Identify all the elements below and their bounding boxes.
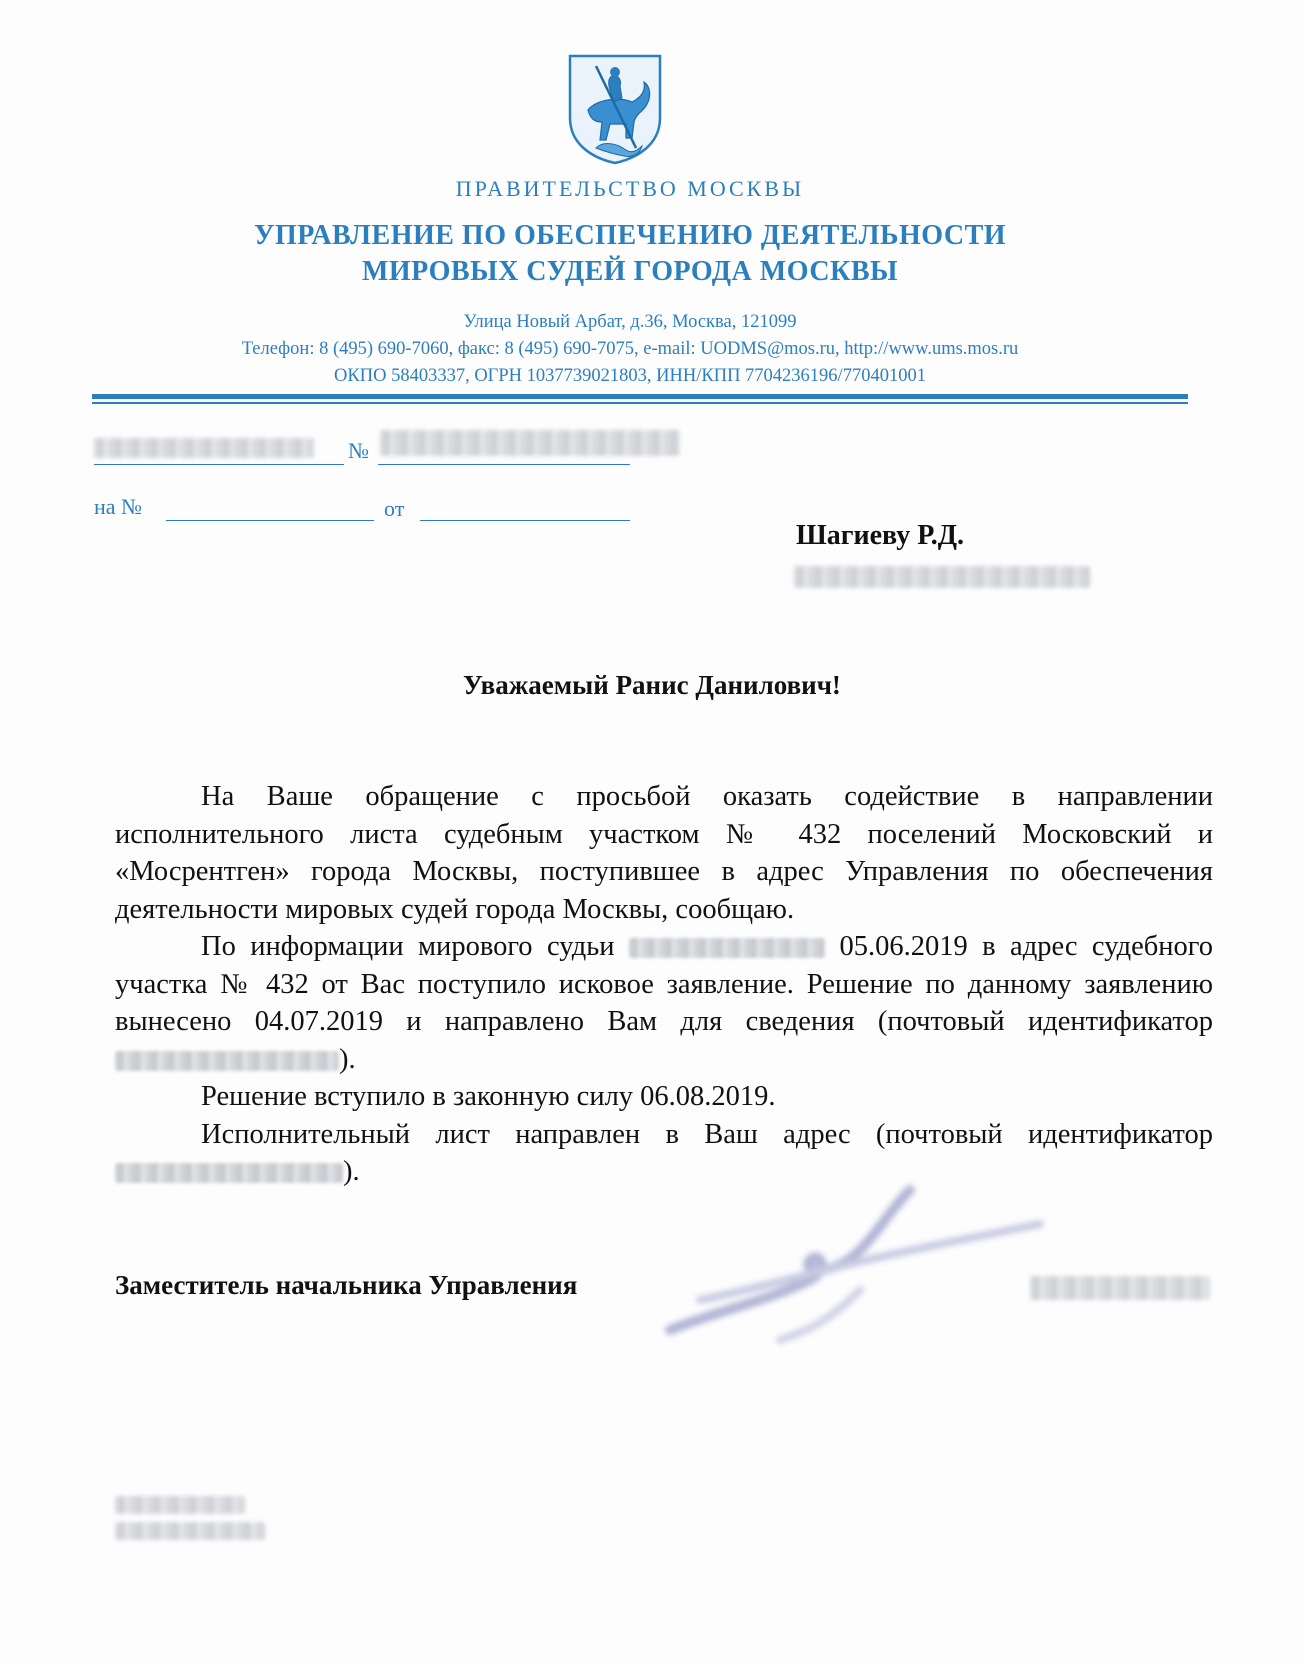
body-paragraph-1: На Ваше обращение с просьбой оказать содействие в направлении исполнительного листа судебным участком № 432 поселений Московский и «Мосрентген» города Москвы, поступившее в адрес Управления по обеспечения деятельности мировых судей города Москвы, сообщаю.: [115, 781, 1213, 925]
moscow-coat-of-arms-icon: [566, 52, 664, 166]
letterhead-contacts: [0, 309, 1260, 390]
reply-to-underline: [166, 520, 374, 521]
paragraph-4-start: Исполнительный лист направлен в Ваш адрес (почтовый идентификатор: [201, 1118, 1213, 1150]
paragraph-2-middle: 05.06.2019 в адрес судебного участка № 432 от Вас поступило исковое заявление. Решение по данному заявлению вынесено 04.07.2019 и направлено Вам для сведения (почтовый идентификатор: [115, 931, 1214, 1037]
redacted-tracking-id-1: [115, 1051, 339, 1071]
reply-from-underline: [420, 520, 630, 521]
organization-name-line2: МИРОВЫХ СУДЕЙ ГОРОДА МОСКВЫ: [361, 256, 899, 287]
redacted-tracking-id-2: [115, 1163, 343, 1183]
redacted-outgoing-number: [380, 430, 680, 456]
org-registry-codes: ОКПО 58403337, ОГРН 1037739021803, ИНН/КПП 7704236196/770401001: [334, 366, 926, 386]
government-name: ПРАВИТЕЛЬСТВО МОСКВЫ: [455, 176, 805, 201]
org-phone-email: Телефон: 8 (495) 690-7060, факс: 8 (495) 690-7075, e-mail: UODMS@mos.ru, http://www.ums.mos.ru: [241, 339, 1019, 359]
paragraph-4-end: ).: [343, 1156, 360, 1187]
redacted-outgoing-date: [94, 438, 314, 458]
letterhead-divider-thin: [92, 402, 1188, 404]
letter-body: [115, 778, 1213, 1191]
outgoing-number-sign: №: [348, 438, 369, 463]
outgoing-date-underline: [94, 464, 344, 465]
salutation: Уважаемый Ранис Данилович!: [463, 670, 841, 700]
body-paragraph-2: [115, 928, 1213, 1078]
redacted-addressee-address: [794, 566, 1090, 588]
paragraph-2-start: По информации мирового судьи: [201, 931, 615, 962]
organization-name-line1: УПРАВЛЕНИЕ ПО ОБЕСПЕЧЕНИЮ ДЕЯТЕЛЬНОСТИ: [253, 220, 1007, 251]
redacted-judge-name: [629, 938, 825, 958]
organization-name: [0, 218, 1260, 290]
body-paragraph-3: Решение вступило в законную силу 06.08.2019.: [201, 1081, 776, 1112]
paragraph-2-end: ).: [339, 1043, 356, 1075]
redacted-executor-phone: [115, 1522, 265, 1540]
handwritten-signature: [660, 1180, 1050, 1360]
letterhead-divider-thick: [92, 394, 1188, 399]
org-address: Улица Новый Арбат, д.36, Москва, 121099: [463, 312, 797, 332]
outgoing-number-underline: [378, 464, 630, 465]
redacted-executor-name: [115, 1496, 245, 1514]
addressee-name: Шагиеву Р.Д.: [796, 520, 965, 551]
reply-from-label: от: [384, 496, 405, 521]
signer-title: Заместитель начальника Управления: [115, 1270, 578, 1300]
reply-to-label: на №: [94, 494, 143, 519]
redacted-signer-name: [1030, 1276, 1210, 1300]
